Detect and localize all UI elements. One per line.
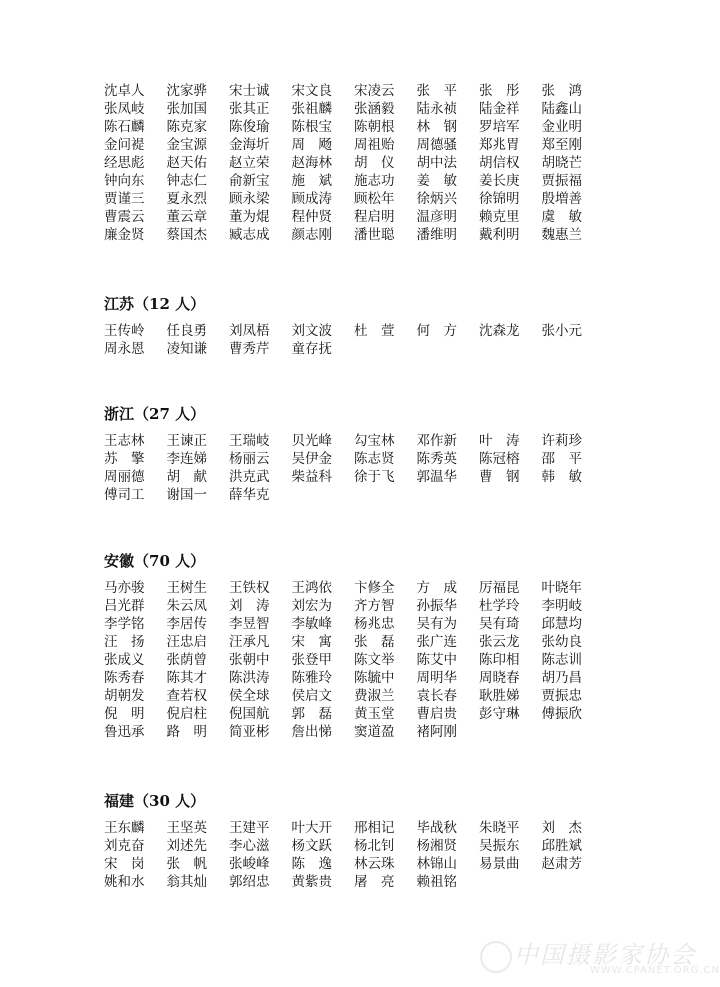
person-name: 姜 敏: [416, 173, 457, 189]
person-name: 张加国: [166, 101, 207, 117]
section-anhui: [104, 551, 604, 741]
person-name: 路 明: [166, 724, 207, 740]
name-grid: [104, 819, 604, 891]
person-name: 叶 涛: [479, 433, 520, 449]
person-name: 查若权: [166, 688, 207, 704]
person-name: 李昱智: [229, 616, 270, 632]
person-name: 张其正: [229, 101, 270, 117]
person-name: 施志功: [354, 173, 395, 189]
person-name: 王铁权: [229, 580, 270, 596]
person-name: 张 彤: [479, 83, 520, 99]
section-region: 福建: [104, 792, 135, 810]
person-name: 周 飏: [291, 137, 332, 153]
person-name: 陆鑫山: [541, 101, 582, 117]
person-name: 赵天佑: [166, 155, 207, 171]
person-name: 张广连: [416, 634, 457, 650]
person-name: 陈石麟: [104, 119, 145, 135]
person-name: 杜 萱: [354, 323, 395, 339]
person-name: 汪承凡: [229, 634, 270, 650]
person-name: 张 帆: [166, 856, 207, 872]
person-name: 胡 仪: [354, 155, 395, 171]
person-name: 沈森龙: [479, 323, 520, 339]
person-name: 宋文良: [291, 83, 332, 99]
person-name: 沈卓人: [104, 83, 145, 99]
person-name: 潘维明: [416, 227, 457, 243]
person-name: 邵 平: [541, 451, 582, 467]
person-name: 俞新宝: [229, 173, 270, 189]
person-name: 张祖麟: [291, 101, 332, 117]
person-name: 毕战秋: [416, 820, 457, 836]
person-name: 张登甲: [291, 652, 332, 668]
person-name: 宋士诚: [229, 83, 270, 99]
person-name: 王志林: [104, 433, 145, 449]
name-list-continued: [104, 82, 604, 244]
person-name: 陈志训: [541, 652, 582, 668]
person-name: 宋 岗: [104, 856, 145, 872]
name-grid: [104, 82, 604, 244]
person-name: 陈秀英: [416, 451, 457, 467]
section-zhejiang: [104, 404, 604, 504]
person-name: 倪 明: [104, 706, 145, 722]
person-name: 卞修全: [354, 580, 395, 596]
person-name: 柴益科: [291, 469, 332, 485]
section-region: 江苏: [104, 295, 135, 313]
person-name: 胡乃昌: [541, 670, 582, 686]
person-name: 张荫曾: [166, 652, 207, 668]
person-name: 赖克里: [479, 209, 520, 225]
person-name: 徐于飞: [354, 469, 395, 485]
person-name: 颜志刚: [291, 227, 332, 243]
person-name: 姚和水: [104, 874, 145, 890]
person-name: 林锦山: [416, 856, 457, 872]
person-name: 温彦明: [416, 209, 457, 225]
person-name: 勾宝林: [354, 433, 395, 449]
person-name: 吴振东: [479, 838, 520, 854]
person-name: 宋 寓: [291, 634, 332, 650]
person-name: 张云龙: [479, 634, 520, 650]
person-name: 王东麟: [104, 820, 145, 836]
person-name: 叶大开: [291, 820, 332, 836]
person-name: 金宝源: [166, 137, 207, 153]
person-name: 凌知谦: [166, 341, 207, 357]
person-name: 董云章: [166, 209, 207, 225]
person-name: 杨兆忠: [354, 616, 395, 632]
person-name: 郭温华: [416, 469, 457, 485]
person-name: 曹震云: [104, 209, 145, 225]
person-name: 金业明: [541, 119, 582, 135]
person-name: 张 鸿: [541, 83, 582, 99]
section-region: 浙江: [104, 405, 135, 423]
person-name: 邢相记: [354, 820, 395, 836]
person-name: 朱云凤: [166, 598, 207, 614]
person-name: 林 钢: [416, 119, 457, 135]
person-name: 赵海林: [291, 155, 332, 171]
person-name: 刘凤梧: [229, 323, 270, 339]
person-name: 张小元: [541, 323, 582, 339]
person-name: 周晓春: [479, 670, 520, 686]
person-name: 程仲贤: [291, 209, 332, 225]
person-name: 杨北钊: [354, 838, 395, 854]
person-name: 汪 扬: [104, 634, 145, 650]
person-name: 黄玉堂: [354, 706, 395, 722]
person-name: 邱慧均: [541, 616, 582, 632]
person-name: 黄紫贵: [291, 874, 332, 890]
person-name: 陈冠榕: [479, 451, 520, 467]
person-name: 虞 敏: [541, 209, 582, 225]
section-count: （27 人）: [134, 405, 206, 423]
person-name: 吕光群: [104, 598, 145, 614]
person-name: 费淑兰: [354, 688, 395, 704]
name-grid: [104, 432, 604, 504]
person-name: 刘文波: [291, 323, 332, 339]
person-name: 陈艾中: [416, 652, 457, 668]
person-name: 褚阿刚: [416, 724, 457, 740]
person-name: 许莉珍: [541, 433, 582, 449]
section-fujian: [104, 791, 604, 891]
section-jiangsu: [104, 294, 604, 358]
person-name: 姜长庚: [479, 173, 520, 189]
section-count: （30 人）: [134, 792, 206, 810]
person-name: 张涵毅: [354, 101, 395, 117]
person-name: 翁其灿: [166, 874, 207, 890]
person-name: 任良勇: [166, 323, 207, 339]
person-name: 郭 磊: [291, 706, 332, 722]
person-name: 汪忠启: [166, 634, 207, 650]
person-name: 郑至刚: [541, 137, 582, 153]
person-name: 殷増善: [541, 191, 582, 207]
name-grid: [104, 322, 604, 358]
person-name: 胡朝发: [104, 688, 145, 704]
person-name: 刘 涛: [229, 598, 270, 614]
person-name: 周永恩: [104, 341, 145, 357]
person-name: 李明岐: [541, 598, 582, 614]
person-name: 金海圻: [229, 137, 270, 153]
person-name: 张峻峰: [229, 856, 270, 872]
person-name: 傅司工: [104, 487, 145, 503]
person-name: 郑兆胃: [479, 137, 520, 153]
person-name: 刘述先: [166, 838, 207, 854]
person-name: 陈根宝: [291, 119, 332, 135]
section-heading: [104, 294, 604, 314]
person-name: 陈毓中: [354, 670, 395, 686]
section-region: 安徽: [104, 552, 135, 570]
person-name: 陆永祯: [416, 101, 457, 117]
person-name: 鲁迅承: [104, 724, 145, 740]
section-heading: [104, 791, 604, 811]
person-name: 王鸿依: [291, 580, 332, 596]
person-name: 张 磊: [354, 634, 395, 650]
section-count: （70 人）: [134, 552, 206, 570]
person-name: 孙振华: [416, 598, 457, 614]
person-name: 戴利明: [479, 227, 520, 243]
name-grid: [104, 579, 604, 741]
person-name: 叶晓年: [541, 580, 582, 596]
person-name: 曹 钢: [479, 469, 520, 485]
person-name: 倪国航: [229, 706, 270, 722]
person-name: 苏 擎: [104, 451, 145, 467]
person-name: 贝光峰: [291, 433, 332, 449]
person-name: 贾谨三: [104, 191, 145, 207]
person-name: 屠 亮: [354, 874, 395, 890]
person-name: 陈洪涛: [229, 670, 270, 686]
person-name: 顾永梁: [229, 191, 270, 207]
person-name: 张成义: [104, 652, 145, 668]
person-name: 王谏正: [166, 433, 207, 449]
person-name: 夏永烈: [166, 191, 207, 207]
person-name: 陈秀春: [104, 670, 145, 686]
person-name: 金问褆: [104, 137, 145, 153]
person-name: 钟志仁: [166, 173, 207, 189]
person-name: 王树生: [166, 580, 207, 596]
watermark-url: WWW.CPANET.ORG.CN: [590, 965, 720, 976]
person-name: 李学铭: [104, 616, 145, 632]
person-name: 陈克家: [166, 119, 207, 135]
person-name: 王瑞岐: [229, 433, 270, 449]
person-name: 郭绍忠: [229, 874, 270, 890]
person-name: 厉福昆: [479, 580, 520, 596]
person-name: 张凤岐: [104, 101, 145, 117]
person-name: 周祖贻: [354, 137, 395, 153]
person-name: 杨丽云: [229, 451, 270, 467]
person-name: 耿胜娣: [479, 688, 520, 704]
person-name: 张朝中: [229, 652, 270, 668]
person-name: 廉金贤: [104, 227, 145, 243]
person-name: 赵肃芳: [541, 856, 582, 872]
person-name: 陈志贤: [354, 451, 395, 467]
person-name: 程启明: [354, 209, 395, 225]
person-name: 胡 献: [166, 469, 207, 485]
person-name: 杨湘贤: [416, 838, 457, 854]
person-name: 薛华克: [229, 487, 270, 503]
person-name: 林云珠: [354, 856, 395, 872]
watermark-title: 中国摄影家协会: [514, 941, 696, 969]
person-name: 徐锦明: [479, 191, 520, 207]
person-name: 张 平: [416, 83, 457, 99]
person-name: 董为焜: [229, 209, 270, 225]
section-heading: [104, 551, 604, 571]
person-name: 胡晓芒: [541, 155, 582, 171]
person-name: 吴有琦: [479, 616, 520, 632]
person-name: 胡中法: [416, 155, 457, 171]
watermark: [480, 935, 720, 979]
person-name: 简亚彬: [229, 724, 270, 740]
person-name: 侯全球: [229, 688, 270, 704]
person-name: 蔡国杰: [166, 227, 207, 243]
person-name: 窦道盈: [354, 724, 395, 740]
person-name: 陈俊瑜: [229, 119, 270, 135]
person-name: 赖祖铭: [416, 874, 457, 890]
person-name: 何 方: [416, 323, 457, 339]
person-name: 陈朝根: [354, 119, 395, 135]
person-name: 周丽德: [104, 469, 145, 485]
person-name: 贾振福: [541, 173, 582, 189]
person-name: 宋凌云: [354, 83, 395, 99]
person-name: 方 成: [416, 580, 457, 596]
person-name: 朱晓平: [479, 820, 520, 836]
person-name: 臧志成: [229, 227, 270, 243]
person-name: 钟向东: [104, 173, 145, 189]
person-name: 刘宏为: [291, 598, 332, 614]
person-name: 张幼良: [541, 634, 582, 650]
person-name: 王传岭: [104, 323, 145, 339]
person-name: 彭守琳: [479, 706, 520, 722]
person-name: 李连娣: [166, 451, 207, 467]
person-name: 韩 敏: [541, 469, 582, 485]
person-name: 曹启贵: [416, 706, 457, 722]
person-name: 陈文举: [354, 652, 395, 668]
person-name: 傅振欣: [541, 706, 582, 722]
person-name: 李敏峰: [291, 616, 332, 632]
person-name: 贾振忠: [541, 688, 582, 704]
person-name: 曹秀芹: [229, 341, 270, 357]
person-name: 施 斌: [291, 173, 332, 189]
person-name: 杨文跃: [291, 838, 332, 854]
person-name: 顾成涛: [291, 191, 332, 207]
person-name: 谢国一: [166, 487, 207, 503]
person-name: 吴伊金: [291, 451, 332, 467]
person-name: 沈家骅: [166, 83, 207, 99]
person-name: 赵立荣: [229, 155, 270, 171]
section-count: （12 人）: [134, 295, 206, 313]
person-name: 李心滋: [229, 838, 270, 854]
person-name: 刘 杰: [541, 820, 582, 836]
person-name: 吴有为: [416, 616, 457, 632]
person-name: 易景曲: [479, 856, 520, 872]
person-name: 魏惠兰: [541, 227, 582, 243]
person-name: 袁长春: [416, 688, 457, 704]
person-name: 徐炳兴: [416, 191, 457, 207]
person-name: 邱胜斌: [541, 838, 582, 854]
person-name: 陈 逸: [291, 856, 332, 872]
person-name: 顾松年: [354, 191, 395, 207]
watermark-logo-icon: [480, 941, 512, 973]
person-name: 陈其才: [166, 670, 207, 686]
person-name: 齐方智: [354, 598, 395, 614]
person-name: 胡信权: [479, 155, 520, 171]
person-name: 马亦骏: [104, 580, 145, 596]
person-name: 周德骚: [416, 137, 457, 153]
person-name: 陆金祥: [479, 101, 520, 117]
person-name: 李居传: [166, 616, 207, 632]
person-name: 邓作新: [416, 433, 457, 449]
person-name: 侯启文: [291, 688, 332, 704]
person-name: 王坚英: [166, 820, 207, 836]
person-name: 倪启柱: [166, 706, 207, 722]
section-heading: [104, 404, 604, 424]
person-name: 罗培军: [479, 119, 520, 135]
person-name: 潘世聪: [354, 227, 395, 243]
person-name: 刘克奋: [104, 838, 145, 854]
person-name: 洪克武: [229, 469, 270, 485]
person-name: 詹出悌: [291, 724, 332, 740]
person-name: 王建平: [229, 820, 270, 836]
person-name: 周明华: [416, 670, 457, 686]
person-name: 经思彪: [104, 155, 145, 171]
person-name: 童存抚: [291, 341, 332, 357]
person-name: 陈雅玲: [291, 670, 332, 686]
person-name: 杜学玲: [479, 598, 520, 614]
person-name: 陈印相: [479, 652, 520, 668]
